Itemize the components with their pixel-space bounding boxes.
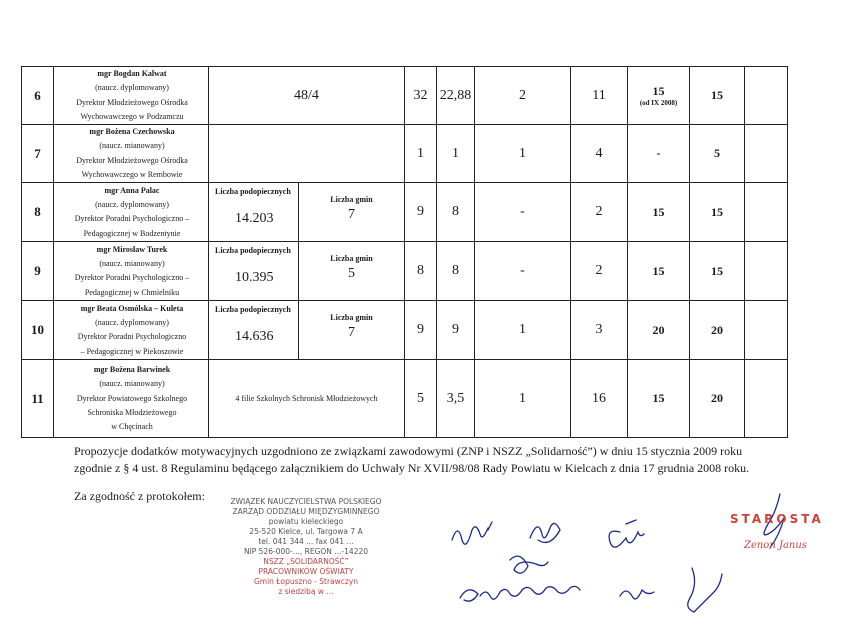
value-c7 <box>628 67 690 125</box>
person-detail: (naucz. mianowany) <box>99 379 165 389</box>
union-stamp <box>216 497 396 597</box>
value-c4: 9 <box>437 301 475 360</box>
person-name: mgr Bożena Barwinek <box>93 365 171 375</box>
value-c3: 1 <box>405 125 437 183</box>
charges-value: 10.395 <box>235 270 274 286</box>
stamp-red-line: PRACOWNIKÓW OŚWIATY <box>258 567 354 576</box>
table-row <box>22 360 788 438</box>
person-detail: (naucz. dyplomowany) <box>95 200 169 210</box>
stamp-line: 25-520 Kielce, ul. Targowa 7 A <box>249 527 363 536</box>
value-c7-note: (od IX 2008) <box>639 99 678 108</box>
charges-box <box>209 183 299 241</box>
value-c5: - <box>475 242 571 301</box>
stamp-red-line: Gmin Łopuszno - Strawczyn <box>253 577 359 586</box>
value-c7: - <box>628 125 690 183</box>
value-c3: 9 <box>405 301 437 360</box>
stamp-red-line: NSZZ „SOLIDARNOŚĆ” <box>263 557 349 566</box>
person-detail: Dyrektor Młodzieżowego Ośrodka <box>76 155 188 165</box>
stamp-line: ZWIĄZEK NAUCZYCIELSTWA POLSKIEGO <box>230 497 382 506</box>
person-detail: – Pedagogicznej w Piekoszowie <box>80 346 184 356</box>
communes-label: Liczba gmin <box>330 254 373 264</box>
value-c5: 1 <box>475 360 571 438</box>
classes-cell: 4 filie Szkolnych Schronisk Młodzieżowych <box>209 360 405 438</box>
value-c4: 1 <box>437 125 475 183</box>
row-number: 8 <box>22 183 54 242</box>
person-detail: Schroniska Młodzieżowego <box>87 408 177 418</box>
value-c4: 3,5 <box>437 360 475 438</box>
value-c7: 15 <box>628 183 690 242</box>
empty-cell <box>745 125 788 183</box>
value-c8: 20 <box>690 360 745 438</box>
value-c7: 15 <box>628 242 690 301</box>
person-name: mgr Beata Osmólska – Kuleta <box>80 303 184 313</box>
person-detail: Pedagogicznej w Chmielniku <box>84 287 180 297</box>
charges-box <box>209 242 299 300</box>
value-c4: 22,88 <box>437 67 475 125</box>
value-c5: 1 <box>475 301 571 360</box>
table-row <box>22 125 788 183</box>
person-cell <box>54 301 209 360</box>
enrollment-cell <box>209 183 405 242</box>
charges-value: 14.636 <box>235 329 274 345</box>
empty-cell <box>745 360 788 438</box>
stamp-line: ZARZĄD ODDZIAŁU MIĘDZYGMINNEGO <box>232 507 380 516</box>
value-c8: 15 <box>690 67 745 125</box>
footer-line-2: zgodnie z § 4 ust. 8 Regulaminu będącego załącznikiem do Uchwały Nr XVII/98/08 Rady Powiatu w Kielcach z dnia 17 grudnia 2008 roku. <box>74 461 750 475</box>
communes-box <box>299 183 404 241</box>
value-c5: 1 <box>475 125 571 183</box>
person-detail: Wychowawczego w Podzamczu <box>80 111 184 121</box>
stamp-line: NIP 526-000-..., REGON ...-14220 <box>243 547 369 556</box>
empty-cell <box>745 67 788 125</box>
stamp-line: tel. 041 344 ... fax 041 ... <box>258 537 354 546</box>
agreement-label: Za zgodność z protokołem: <box>74 489 205 503</box>
charges-label: Liczba podopiecznych <box>215 305 291 315</box>
value-c3: 5 <box>405 360 437 438</box>
value-c8: 15 <box>690 242 745 301</box>
communes-value: 7 <box>348 325 355 341</box>
person-name: mgr Mirosław Turek <box>96 244 168 254</box>
value-c6: 2 <box>571 242 628 301</box>
signatures <box>440 500 740 620</box>
person-detail: Dyrektor Poradni Psychologiczno – <box>74 273 190 283</box>
empty-cell <box>745 242 788 301</box>
value-c8: 5 <box>690 125 745 183</box>
person-detail: Wychowawczego w Rembowie <box>81 170 183 180</box>
classes-cell <box>209 125 405 183</box>
person-cell <box>54 242 209 301</box>
value-c5: 2 <box>475 67 571 125</box>
staff-table <box>21 66 788 438</box>
communes-label: Liczba gmin <box>330 195 373 205</box>
value-c6: 2 <box>571 183 628 242</box>
person-name: mgr Anna Palac <box>104 185 160 195</box>
person-cell <box>54 183 209 242</box>
value-c3: 8 <box>405 242 437 301</box>
value-c7-main: 15 <box>652 84 665 99</box>
person-detail: Dyrektor Powiatowego Szkolnego <box>76 393 188 403</box>
value-c5: - <box>475 183 571 242</box>
value-c8: 15 <box>690 183 745 242</box>
table-row <box>22 67 788 125</box>
table-row <box>22 183 788 242</box>
person-detail: Dyrektor Poradni Psychologiczno <box>77 332 187 342</box>
person-detail: Dyrektor Młodzieżowego Ośrodka <box>76 97 188 107</box>
person-detail: w Chęcinach <box>111 422 153 432</box>
communes-box <box>299 301 404 359</box>
value-c4: 8 <box>437 242 475 301</box>
value-c6: 4 <box>571 125 628 183</box>
value-c6: 16 <box>571 360 628 438</box>
row-number: 9 <box>22 242 54 301</box>
charges-label: Liczba podopiecznych <box>215 246 291 256</box>
person-cell <box>54 125 209 183</box>
row-number: 7 <box>22 125 54 183</box>
person-cell <box>54 360 209 438</box>
value-c8: 20 <box>690 301 745 360</box>
value-c7: 20 <box>628 301 690 360</box>
person-name: mgr Bogdan Kalwat <box>97 69 167 78</box>
person-detail: (naucz. mianowany) <box>99 141 165 151</box>
row-number: 11 <box>22 360 54 438</box>
person-detail: (naucz. mianowany) <box>99 259 165 269</box>
communes-label: Liczba gmin <box>330 313 373 323</box>
row-number: 10 <box>22 301 54 360</box>
person-detail: Pedagogicznej w Bodzentynie <box>83 228 181 238</box>
charges-value: 14.203 <box>235 211 274 227</box>
person-cell <box>54 67 209 125</box>
value-c3: 9 <box>405 183 437 242</box>
stamp-line: powiatu kieleckiego <box>268 517 344 526</box>
table-row <box>22 301 788 360</box>
person-name: mgr Bożena Czechowska <box>89 127 175 137</box>
footer-line-1: Propozycje dodatków motywacyjnych uzgodniono ze związkami zawodowymi (ZNP i NSZZ „Solidarność”) w dniu 15 stycznia 2009 roku <box>74 444 743 458</box>
communes-value: 7 <box>348 207 355 223</box>
value-c6: 11 <box>571 67 628 125</box>
charges-label: Liczba podopiecznych <box>215 187 291 197</box>
empty-cell <box>745 183 788 242</box>
table-row <box>22 242 788 301</box>
starosta-seal: STAROSTA <box>730 512 824 526</box>
charges-box <box>209 301 299 359</box>
person-detail: Dyrektor Poradni Psychologiczno – <box>74 214 190 224</box>
empty-cell <box>745 301 788 360</box>
starosta-name: Zenon Janus <box>744 540 807 551</box>
enrollment-cell <box>209 301 405 360</box>
communes-box <box>299 242 404 300</box>
row-number: 6 <box>22 67 54 125</box>
person-detail: (naucz. dyplomowany) <box>95 318 169 328</box>
value-c6: 3 <box>571 301 628 360</box>
value-c3: 32 <box>405 67 437 125</box>
stamp-red-line: z siedzibą w ... <box>278 587 334 596</box>
value-c4: 8 <box>437 183 475 242</box>
communes-value: 5 <box>348 266 355 282</box>
enrollment-cell <box>209 242 405 301</box>
person-detail: (naucz. dyplomowany) <box>95 83 169 93</box>
value-c7: 15 <box>628 360 690 438</box>
classes-cell: 48/4 <box>209 67 405 125</box>
